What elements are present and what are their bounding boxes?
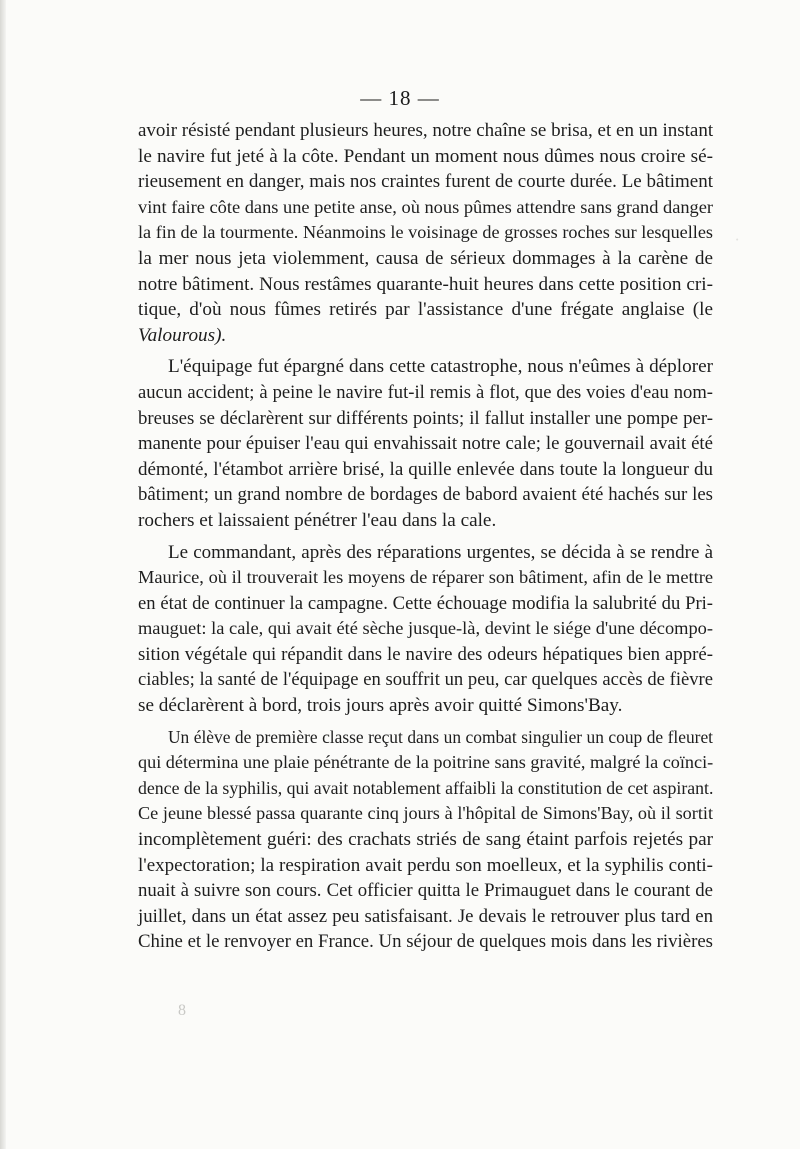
text-line: qui détermina une plaie pénétrante de la poitrine sans gravité, malgré la coïnci- bbox=[138, 752, 714, 773]
text-line: bâtiment; un grand nombre de bordages de babord avaient été hachés sur les bbox=[138, 484, 713, 506]
text-line: démonté, l'étambot arrière brisé, la quille enlevée dans toute la longueur du bbox=[138, 458, 713, 480]
text-line: Le commandant, après des réparations urgentes, se décida à se rendre à bbox=[168, 541, 713, 563]
text-line: Valourous). bbox=[138, 324, 227, 346]
text-line: la fin de la tourmente. Néanmoins le voisinage de grosses roches sur lesquelles bbox=[138, 222, 713, 243]
text-line: sition végétale qui répandit dans le navire des odeurs hépatiques bien appré- bbox=[138, 643, 713, 665]
text-line: dence de la syphilis, qui avait notablement affaibli la constitution de cet aspirant. bbox=[138, 777, 714, 798]
text-line: avoir résisté pendant plusieurs heures, notre chaîne se brisa, et en un instant bbox=[138, 120, 714, 141]
paragraph bbox=[138, 354, 713, 533]
page-edge-shadow bbox=[0, 0, 6, 1149]
text-line: tique, d'où nous fûmes retirés par l'assistance d'une frégate anglaise (le bbox=[138, 299, 713, 321]
text-line: aucun accident; à peine le navire fut-il remis à flot, que des voies d'eau nom- bbox=[138, 381, 713, 403]
text-line: rieusement en danger, mais nos craintes furent de courte durée. Le bâtiment bbox=[138, 171, 713, 193]
text-line: Un élève de première classe reçut dans un combat singulier un coup de fleuret bbox=[168, 726, 713, 747]
text-line: juillet, dans un état assez peu satisfaisant. Je devais le retrouver plus tard en bbox=[138, 905, 713, 927]
paragraph bbox=[138, 540, 713, 719]
text-line: rochers et laissaient pénétrer l'eau dans la cale. bbox=[138, 509, 497, 531]
text-line: mauguet: la cale, qui avait été sèche jusque-là, devint le siége d'une décompo- bbox=[138, 618, 713, 639]
bleed-through-text: · bbox=[734, 230, 740, 249]
text-line: Maurice, où il trouverait les moyens de réparer son bâtiment, afin de le mettre bbox=[138, 567, 713, 588]
paragraph bbox=[138, 118, 713, 348]
text-line: L'équipage fut épargné dans cette catastrophe, nous n'eûmes à déplorer bbox=[168, 356, 713, 378]
text-line: incomplètement guéri: des crachats striés de sang étaint parfois rejetés par bbox=[138, 829, 713, 851]
signature-mark: 8 bbox=[178, 1002, 186, 1019]
text-line: ciables; la santé de l'équipage en souffrit un peu, car quelques accès de fièvre bbox=[138, 669, 713, 691]
text-line: se déclarèrent à bord, trois jours après avoir quitté Simons'Bay. bbox=[138, 695, 623, 717]
text-line: Chine et le renvoyer en France. Un séjour de quelques mois dans les rivières bbox=[138, 931, 713, 953]
text-line: notre bâtiment. Nous restâmes quarante-huit heures dans cette position cri- bbox=[138, 273, 713, 295]
text-line: nuait à suivre son cours. Cet officier quitta le Primauguet dans le courant de bbox=[138, 880, 713, 902]
page-number: — 18 — bbox=[360, 86, 440, 110]
text-line: breuses se déclarèrent sur différents points; il fallut installer une pompe per- bbox=[138, 407, 713, 429]
text-line: manente pour épuiser l'eau qui envahissait notre cale; le gouvernail avait été bbox=[138, 433, 713, 455]
text-line: Ce jeune blessé passa quarante cinq jours à l'hôpital de Simons'Bay, où il sortit bbox=[138, 803, 713, 824]
text-line: la mer nous jeta violemment, causa de sérieux dommages à la carène de bbox=[138, 247, 713, 269]
body-text bbox=[138, 118, 713, 961]
text-line: l'expectoration; la respiration avait perdu son moelleux, et la syphilis conti- bbox=[138, 854, 713, 876]
paragraph bbox=[138, 725, 713, 955]
text-line: le navire fut jeté à la côte. Pendant un moment nous dûmes nous croire sé- bbox=[138, 145, 713, 167]
text-line: en état de continuer la campagne. Cette échouage modifia la salubrité du Pri- bbox=[138, 592, 713, 614]
text-line: vint faire côte dans une petite anse, où nous pûmes attendre sans grand danger bbox=[138, 196, 714, 217]
